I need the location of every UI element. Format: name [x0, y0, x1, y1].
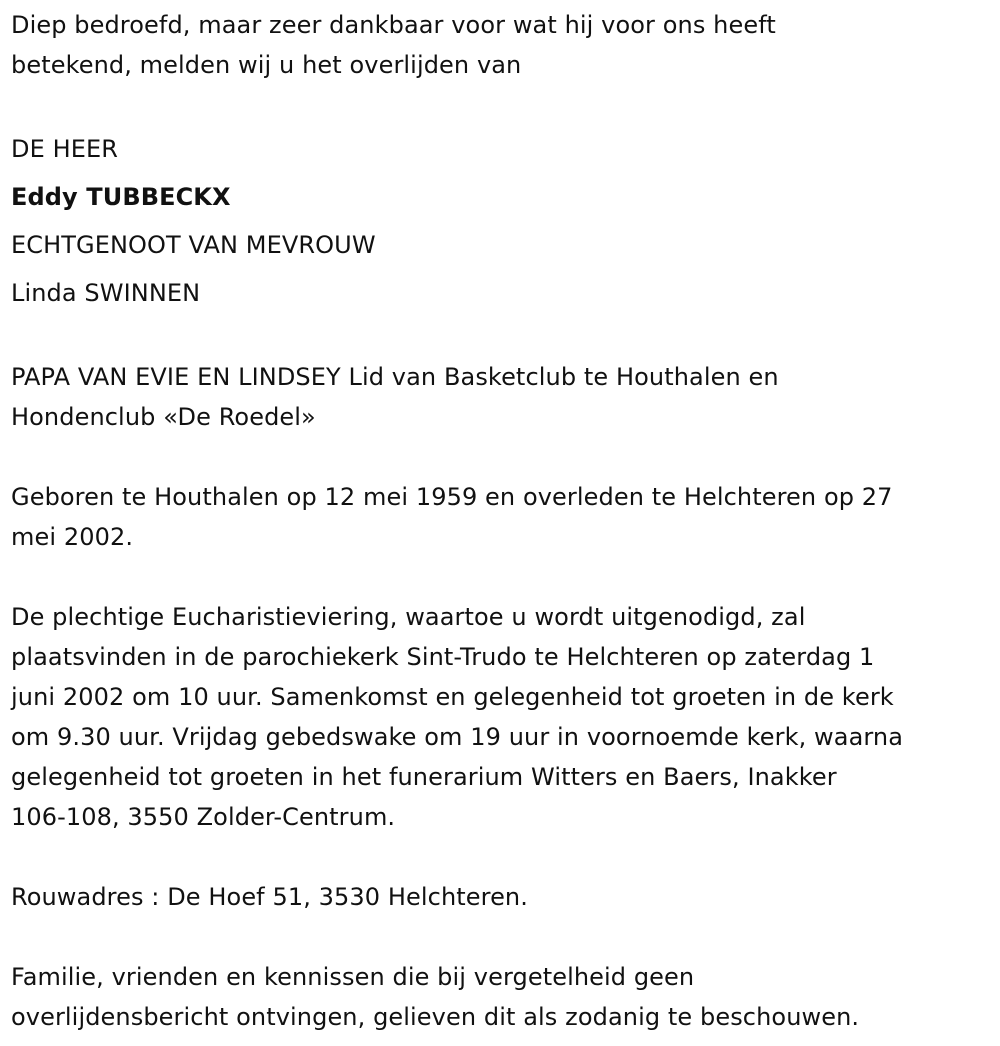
honorific: DE HEER — [11, 135, 119, 163]
intro-line: betekend, melden wij u het overlijden van — [11, 51, 522, 79]
service-paragraph — [11, 597, 1000, 837]
spacer — [11, 85, 1000, 125]
spacer — [11, 437, 1000, 477]
intro-paragraph — [11, 5, 1000, 85]
spacer — [11, 837, 1000, 877]
closing-line: overlijdensbericht ontvingen, gelieven dit als zodanig te beschouwen. — [11, 1003, 860, 1031]
spouse-label: ECHTGENOOT VAN MEVROUW — [11, 231, 376, 259]
service-line: plaatsvinden in de parochiekerk Sint-Trudo te Helchteren op zaterdag 1 — [11, 643, 875, 671]
spouse-name: Linda SWINNEN — [11, 279, 201, 307]
service-line: om 9.30 uur. Vrijdag gebedswake om 19 uur in voornoemde kerk, waarna — [11, 723, 904, 751]
family-line: PAPA VAN EVIE EN LINDSEY Lid van Basketclub te Houthalen en — [11, 363, 779, 391]
service-line: juni 2002 om 10 uur. Samenkomst en gelegenheid tot groeten in de kerk — [11, 683, 894, 711]
address-paragraph — [11, 877, 1000, 917]
spacer — [11, 317, 1000, 357]
family-line: Hondenclub «De Roedel» — [11, 403, 316, 431]
mourning-address: Rouwadres : De Hoef 51, 3530 Helchteren. — [11, 883, 528, 911]
deceased-name: Eddy TUBBECKX — [11, 183, 231, 211]
deceased-block — [11, 125, 1000, 317]
family-paragraph — [11, 357, 1000, 437]
spacer — [11, 917, 1000, 957]
service-line: De plechtige Eucharistieviering, waartoe u wordt uitgenodigd, zal — [11, 603, 806, 631]
life-line: mei 2002. — [11, 523, 134, 551]
closing-line: Familie, vrienden en kennissen die bij vergetelheid geen — [11, 963, 695, 991]
service-line: gelegenheid tot groeten in het funerarium Witters en Baers, Inakker — [11, 763, 837, 791]
life-paragraph — [11, 477, 1000, 557]
spacer — [11, 557, 1000, 597]
closing-paragraph — [11, 957, 1000, 1037]
service-line: 106-108, 3550 Zolder-Centrum. — [11, 803, 396, 831]
life-line: Geboren te Houthalen op 12 mei 1959 en overleden te Helchteren op 27 — [11, 483, 893, 511]
intro-line: Diep bedroefd, maar zeer dankbaar voor wat hij voor ons heeft — [11, 11, 776, 39]
